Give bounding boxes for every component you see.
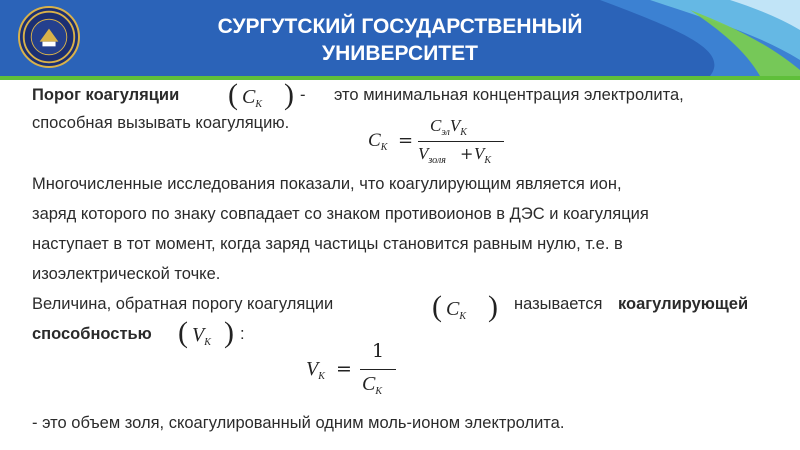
definition-text-2: способная вызывать коагуляцию. bbox=[32, 114, 290, 132]
formula-ck-equation: $C_К$ = $C_{эл}V_К$ $V_{золя}$ + $V_К$ bbox=[368, 114, 504, 170]
paragraph-3-text-2: называется bbox=[514, 295, 603, 313]
term-coagulation-threshold: Порог коагуляции bbox=[32, 86, 180, 104]
paragraph-2-line-3: наступает в тот момент, когда заряд частицы становится равным нулю, т.е. в bbox=[32, 235, 623, 253]
term-coagulating: коагулирующей bbox=[618, 295, 749, 313]
definition-dash: - bbox=[300, 86, 306, 104]
formula-threshold-ck: ( $C_К$ ) bbox=[228, 78, 294, 111]
header-title-line-1: СУРГУТСКИЙ ГОСУДАРСТВЕННЫЙ bbox=[217, 15, 583, 38]
paragraph-4: - это объем золя, скоагулированный одним моль-ионом электролита. bbox=[32, 414, 565, 432]
paragraph-3-colon: : bbox=[240, 325, 245, 343]
paragraph-3-text-1: Величина, обратная порогу коагуляции bbox=[32, 295, 334, 313]
formula-threshold-ck-2: ( $C_К$ ) bbox=[432, 290, 498, 323]
formula-ability-vk: ( $V_К$ ) bbox=[178, 316, 234, 349]
paragraph-2-line-1: Многочисленные исследования показали, что коагулирующим является ион, bbox=[32, 175, 622, 193]
paragraph-2-line-2: заряд которого по знаку совпадает со знаком противоионов в ДЭС и коагуляция bbox=[32, 205, 649, 223]
term-ability: способностью bbox=[32, 325, 152, 343]
definition-text-1: это минимальная концентрация электролита, bbox=[334, 86, 684, 104]
formula-vk-equation: $V_К$ = 1 $C_К$ bbox=[306, 338, 396, 402]
header-title-line-2: УНИВЕРСИТЕТ bbox=[322, 42, 478, 65]
paragraph-2-line-4: изоэлектрической точке. bbox=[32, 265, 221, 283]
